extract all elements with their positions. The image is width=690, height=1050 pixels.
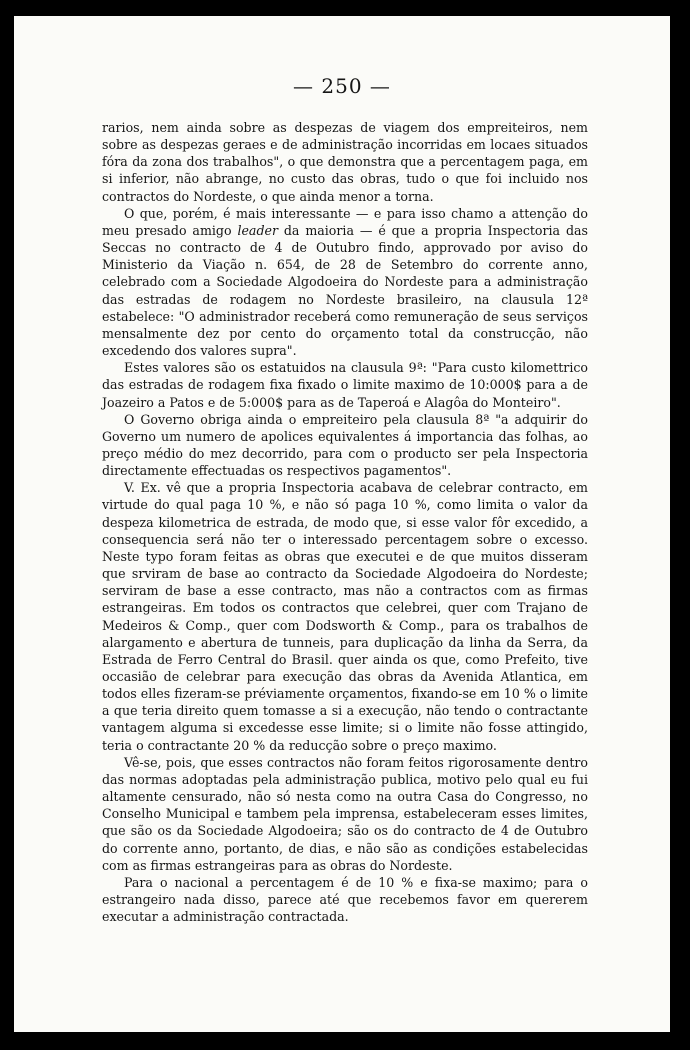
- paragraph-7: Para o nacional a percentagem é de 10 % e fixa-se maximo; para o estrangeiro nada disso, parece até que recebemos favor em quererem executar a administração contractada.: [102, 874, 588, 925]
- paragraph-4: O Governo obriga ainda o empreiteiro pela clausula 8ª "a adquirir do Governo um numero de apolices equivalentes á importancia das folhas, ao preço médio do mez decorrido, para com o producto ser pela Inspectoria directamente effectuadas os respectivos pagamentos".: [102, 411, 588, 479]
- paragraph-2: O que, porém, é mais interessante — e para isso chamo a attenção do meu presado amigo leader da maioria — é que a propria Inspectoria das Seccas no contracto de 4 de Outubro findo, approvado por aviso do Ministerio da Viação n. 654, de 28 de Setembro do corrente anno, celebrado com a Sociedade Algodoeira do Nordeste para a administração das estradas de rodagem no Nordeste brasileiro, na clausula 12ª estabelece: "O administrador receberá como remuneração de seus serviços mensalmente dez por cento do orçamento total da construcção, não excedendo dos valores supra".: [102, 205, 588, 359]
- paragraph-5: V. Ex. vê que a propria Inspectoria acabava de celebrar contracto, em virtude do qual paga 10 %, e não só paga 10 %, como limita o valor da despeza kilometrica de estrada, de modo que, si esse valor fôr excedido, a consequencia será não ter o interessado percentagem sobre o excesso. Neste typo foram feitas as obras que executei e de que muitos disseram que srviram de base ao contracto da Sociedade Algodoeira do Nordeste; serviram de base a esse contracto, mas não a contractos com as firmas estrangeiras. Em todos os contractos que celebrei, quer com Trajano de Medeiros & Comp., quer com Dodsworth & Comp., para os trabalhos de alargamento e abertura de tunneis, para duplicação da linha da Serra, da Estrada de Ferro Central do Brasil. quer ainda os que, como Prefeito, tive occasião de celebrar para execução das obras da Avenida Atlantica, em todos elles fizeram-se préviamente orçamentos, fixando-se em 10 % o limite a que teria direito quem tomasse a si a execução, não tendo o contractante vantagem alguma si excedesse esse limite; si o limite não fosse attingido, teria o contractante 20 % da reducção sobre o preço maximo.: [102, 480, 588, 753]
- paragraph-3: Estes valores são os estatuidos na clausula 9ª: "Para custo kilomettrico das estradas de rodagem fixa fixado o limite maximo de 10:000$ para a de Joazeiro a Patos e de 5:000$ para as de Taperoá e Alagôa do Monteiro".: [102, 360, 588, 410]
- body-text: [102, 119, 588, 925]
- paragraph-6: Vê-se, pois, que esses contractos não foram feitos rigorosamente dentro das normas adoptadas pela administração publica, motivo pelo qual eu fui altamente censurado, não só nesta como na outra Casa do Congresso, no Conselho Municipal e tambem pela imprensa, estabeleceram esses limites, que são os da Sociedade Algodoeira; são os do contracto de 4 de Outubro do corrente anno, portanto, de dias, e não são as condições estabelecidas com as firmas estrangeiras para as obras do Nordeste.: [102, 754, 588, 873]
- document-page: [14, 16, 670, 1032]
- page-number: — 250 —: [293, 74, 391, 98]
- paragraph-1: rarios, nem ainda sobre as despezas de viagem dos empreiteiros, nem sobre as despezas geraes e de administração incorridas em locaes situados fóra da zona dos trabalhos", o que demonstra que a percentagem paga, em si inferior, não abrange, no custo das obras, tudo o que foi incluido nos contractos do Nordeste, o que ainda menor a torna.: [102, 120, 588, 204]
